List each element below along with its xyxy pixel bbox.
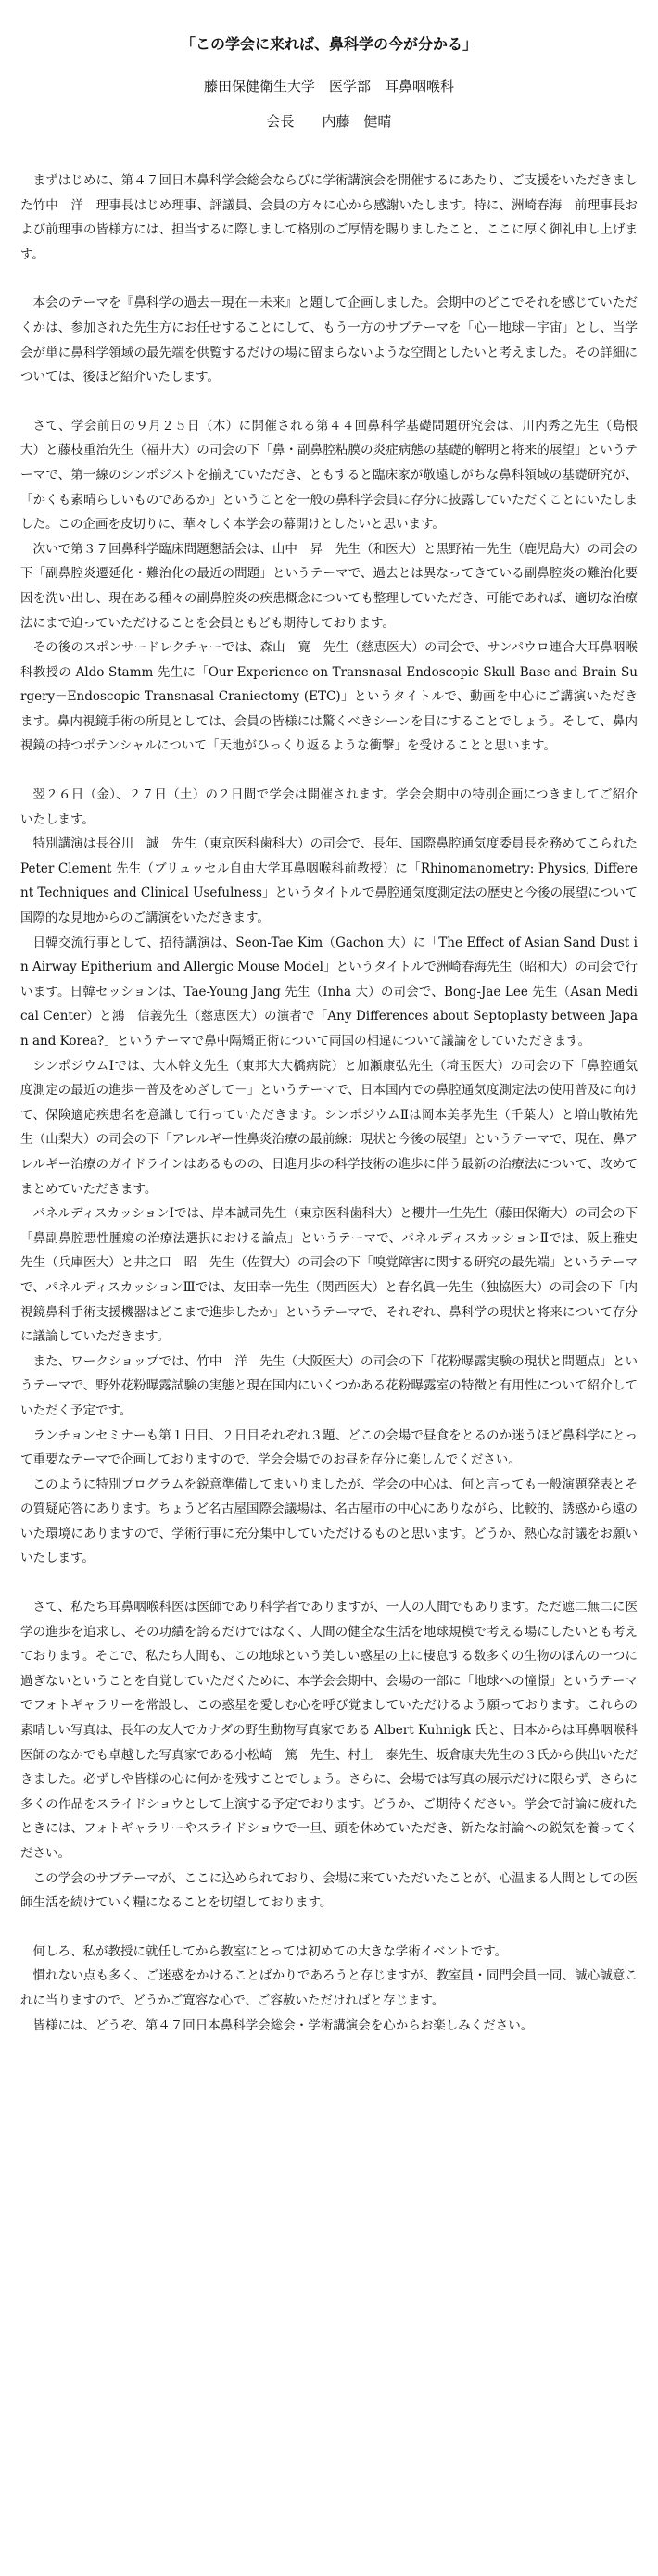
paragraph: 翌２６日（金）、２７日（土）の２日間で学会は開催されます。学会会期中の特別企画につきましてご紹介いたします。	[20, 787, 638, 827]
paragraph: 慣れない点も多く、ご迷惑をかけることばかりであろうと存じますが、教室員・同門会員一同、誠心誠意これに当りますので、どうかご寛容な心で、ご容赦いただければと存じます。	[20, 1968, 638, 2008]
affiliation: 藤田保健衛生大学 医学部 耳鼻咽喉科	[203, 78, 454, 94]
paragraph: さて、私たち耳鼻咽喉科医は医師であり科学者でありますが、一人の人間でもあります。ただ遮二無二に医学の進歩を追求し、その功績を誇るだけではなく、人間の健全な生活を地球規模で考える場にしたいとも考えております。そこで、私たち人間も、この地球という美しい惑星の上に棲息する数多くの生物のほんの一つに過ぎないということを自覚していただくために、本学会会期中、会場の一部に「地球への憧憬」というテーマでフォトギャラリーを常設し、この惑星を愛しむ心を呼び覚ましていただけるよう願っております。これらの素晴しい写真は、長年の友人でカナダの野生動物写真家である Albert Kuhnigk 氏と、日本からは耳鼻咽喉科医師のなかでも卓越した写真家である小松崎 篤 先生、村上 泰先生、坂倉康夫先生の３氏から供出いただきました。必ずしや皆様の心に何かを残すことでしょう。さらに、会場では写真の展示だけに限らず、さらに多くの作品をスライドショウとして上演する予定でおります。どうか、ご期待ください。学会で討論に疲れたときには、フォトギャラリーやスライドショウで一旦、頭を休めていただき、新たな討論への鋭気を養ってください。	[20, 1600, 638, 1861]
paragraph-gap	[20, 759, 638, 783]
paragraph: 皆様には、どうぞ、第４７回日本鼻科学会総会・学術講演会を心からお楽しみください。	[32, 2017, 534, 2033]
paragraph: この学会のサブテーマが、ここに込められており、会場に来ていただいたことが、心温まる人間としての医師生活を続けていく糧になることを切望しております。	[20, 1870, 638, 1911]
paragraph: 日韓交流行事として、招待講演は、Seon-Tae Kim（Gachon 大）に「The Effect of Asian Sand Dust in Airway Epitherium and Allergic Mouse Model」というタイトルで洲崎春海先生（昭和大）の司会で行います。日韓セッションは、Tae-Young Jang 先生（Inha 大）の司会で、Bong-Jae Lee 先生（Asan Medical Center）と鴻 信義先生（慈恵医大）の演者で「Any Differences about Septoplasty between Japan and Korea?」というテーマで鼻中隔矯正術について両国の相違について議論をしていただきます。	[20, 935, 638, 1049]
body-text	[20, 169, 638, 2038]
paragraph: 本会のテーマを『鼻科学の過去－現在－未来』と題して企画しました。会期中のどこでそれを感じていただくかは、参加された先生方にお任せすることにして、もう一方のサブテーマを「心－地球－宇宙」とし、当学会が単に鼻科学領域の最先端を供覧するだけの場に留まらないような空間としたいと考えました。その詳細については、後ほど紹介いたします。	[20, 295, 638, 385]
president-name: 会長 内藤 健晴	[266, 113, 392, 130]
paragraph: 特別講演は長谷川 誠 先生（東京医科歯科大）の司会で、長年、国際鼻腔通気度委員長を務めてこられた Peter Clement 先生（ブリュッセル自由大学耳鼻咽喉科前教授）に「Rhinomanometry: Physics, Different Techniques and Clinical Usefulness」というタイトルで鼻腔通気度測定法の歴史と今後の展望について国際的な見地からのご講演をいただきます。	[20, 836, 638, 926]
paragraph: 次いで第３７回鼻科学臨床問題懇話会は、山中 昇 先生（和医大）と黒野祐一先生（鹿児島大）の司会の下「副鼻腔炎遷延化・難治化の最近の問題」というテーマで、過去とは異なってきている副鼻腔炎の難治化要因を洗い出し、現在ある種々の副鼻腔炎の疾患概念についても整理していただき、可能であれば、適切な治療法にまで迫っていただけることを会員ともども期待しております。	[20, 541, 638, 631]
paragraph-gap	[20, 1571, 638, 1595]
paragraph: さて、学会前日の９月２５日（木）に開催される第４４回鼻科学基礎問題研究会は、川内秀之先生（島根大）と藤枝重治先生（福井大）の司会の下「鼻・副鼻腔粘膜の炎症病態の基礎的解明と将来的展望」というテーマで、第一線のシンポジストを揃えていただき、ともすると臨床家が敬遠しがちな鼻科領域の基礎研究が、「かくも素晴らしいものであるか」ということを一般の鼻科学会員に存分に披露していただくことにいたしました。この企画を皮切りに、華々しく本学会の幕開けとしたいと思います。	[20, 418, 638, 533]
paragraph-gap	[20, 390, 638, 414]
paragraph-gap	[20, 1916, 638, 1940]
paragraph: まずはじめに、第４７回日本鼻科学会総会ならびに学術講演会を開催するにあたり、ご支援をいただきました竹中 洋 理事長はじめ理事、評議員、会員の方々に心から感謝いたします。特に、洲崎春海 前理事長および前理事の皆様方には、担当するに際しまして格別のご厚情を賜りましたこと、ここに厚く御礼申し上げます。	[20, 173, 638, 262]
paragraph: ランチョンセミナーも第１日目、２日目それぞれ３題、どこの会場で昼食をとるのか迷うほど鼻科学にとって重要なテーマで企画しておりますので、学会会場でのお昼を存分に楽しんでください。	[20, 1427, 638, 1468]
paragraph: パネルディスカッションⅠでは、岸本誠司先生（東京医科歯科大）と櫻井一生先生（藤田保衛大）の司会の下「鼻副鼻腔悪性腫瘍の治療法選択における論点」というテーマで、パネルディスカッションⅡでは、阪上雅史先生（兵庫医大）と井之口 昭 先生（佐賀大）の司会の下「嗅覚障害に関する研究の最先端」というテーマで、パネルディスカッションⅢでは、友田幸一先生（関西医大）と春名眞一先生（独協医大）の司会の下「内視鏡鼻科手術支援機器はどこまで進歩したか」というテーマで、それぞれ、鼻科学の現状と将来について存分に議論していただきます。	[20, 1206, 638, 1345]
paragraph: このように特別プログラムを鋭意準備してまいりましたが、学会の中心は、何と言っても一般演題発表とその質疑応答にあります。ちょうど名古屋国際会議場は、名古屋市の中心にありながら、比較的、誘惑から遠のいた環境にありますので、学術行事に充分集中していただけるものと思います。どうか、熱心な討議をお願いいたします。	[20, 1476, 638, 1566]
paragraph: また、ワークショップでは、竹中 洋 先生（大阪医大）の司会の下「花粉曝露実験の現状と問題点」というテーマで、野外花粉曝露試験の実態と現在国内にいくつかある花粉曝露室の特徴と有用性について紹介していただく予定です。	[20, 1353, 638, 1418]
paragraph: シンポジウムⅠでは、大木幹文先生（東邦大大橋病院）と加瀬康弘先生（埼玉医大）の司会の下「鼻腔通気度測定の最近の進歩－普及をめざして－」というテーマで、日本国内での鼻腔通気度測定法の使用普及に向けて、保険適応疾患名を意識して行っていただきます。シンポジウムⅡは岡本美孝先生（千葉大）と増山敬祐先生（山梨大）の司会の下「アレルギー性鼻炎治療の最前線：現状と今後の展望」というテーマで、現在、鼻アレルギー治療のガイドラインはあるものの、日進月歩の科学技術の進歩に伴う最新の治療法について、改めてまとめていただきます。	[20, 1058, 638, 1197]
page-title: 「この学会に来れば、鼻科学の今が分かる」	[180, 35, 477, 53]
paragraph: その後のスポンサードレクチャーでは、森山 寛 先生（慈恵医大）の司会で、サンパウロ連合大耳鼻咽喉科教授の Aldo Stamm 先生に「Our Experience on Transnasal Endoscopic Skull Base and Brain Surgery－Endoscopic Transnasal Craniectomy (ETC)」というタイトルで、動画を中心にご講演いただきます。鼻内視鏡手術の所見としては、会員の皆様には驚くべきシーンを目にすることでしょう。そして、鼻内視鏡の持つポテンシャルについて「天地がひっくり返るような衝撃」を受けることと思います。	[20, 640, 638, 754]
paragraph-gap	[20, 267, 638, 291]
paragraph: 何しろ、私が教授に就任してから教室にとっては初めての大きな学術イベントです。	[32, 1943, 508, 1959]
